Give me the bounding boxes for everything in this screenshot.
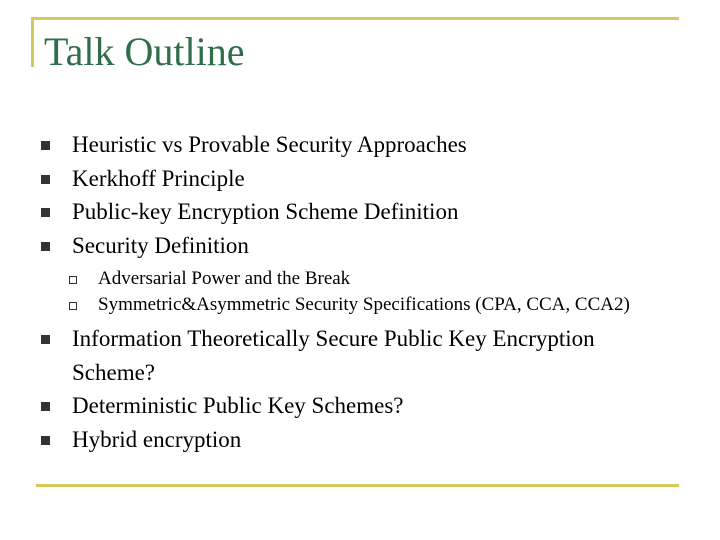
left-rule (31, 17, 34, 67)
list-item (40, 162, 680, 196)
top-rule (31, 17, 679, 20)
list-item-text: Security Definition (72, 232, 249, 258)
filled-square-bullet-icon (41, 175, 50, 184)
list-item-text: Information Theoretically Secure Public Key Encryption Scheme? (72, 326, 595, 385)
list-item (40, 423, 680, 457)
list-item (40, 128, 680, 162)
sub-list-item-text: Adversarial Power and the Break (98, 268, 351, 289)
sub-list-item (40, 266, 680, 292)
hollow-square-bullet-icon (69, 276, 77, 284)
list-item-text: Kerkhoff Principle (72, 165, 245, 191)
list-item (40, 389, 680, 423)
list-item-text: Heuristic vs Provable Security Approaches (72, 132, 467, 157)
list-item (40, 195, 680, 229)
filled-square-bullet-icon (41, 335, 50, 344)
hollow-square-bullet-icon (69, 302, 77, 310)
list-item (40, 322, 680, 389)
sub-list-item (40, 292, 680, 318)
filled-square-bullet-icon (41, 141, 50, 150)
filled-square-bullet-icon (41, 402, 50, 411)
list-item (40, 229, 680, 263)
list-item-text: Deterministic Public Key Schemes? (72, 393, 404, 418)
filled-square-bullet-icon (41, 436, 50, 445)
filled-square-bullet-icon (41, 242, 50, 251)
filled-square-bullet-icon (41, 208, 50, 217)
sub-list-item-text: Symmetric&Asymmetric Security Specifications (CPA, CCA, CCA2) (98, 294, 630, 315)
bottom-rule (36, 484, 679, 487)
list-item-text: Public-key Encryption Scheme Definition (72, 199, 459, 224)
outline-list (40, 128, 680, 456)
list-item-text: Hybrid encryption (72, 426, 242, 452)
slide-title: Talk Outline (44, 29, 245, 74)
